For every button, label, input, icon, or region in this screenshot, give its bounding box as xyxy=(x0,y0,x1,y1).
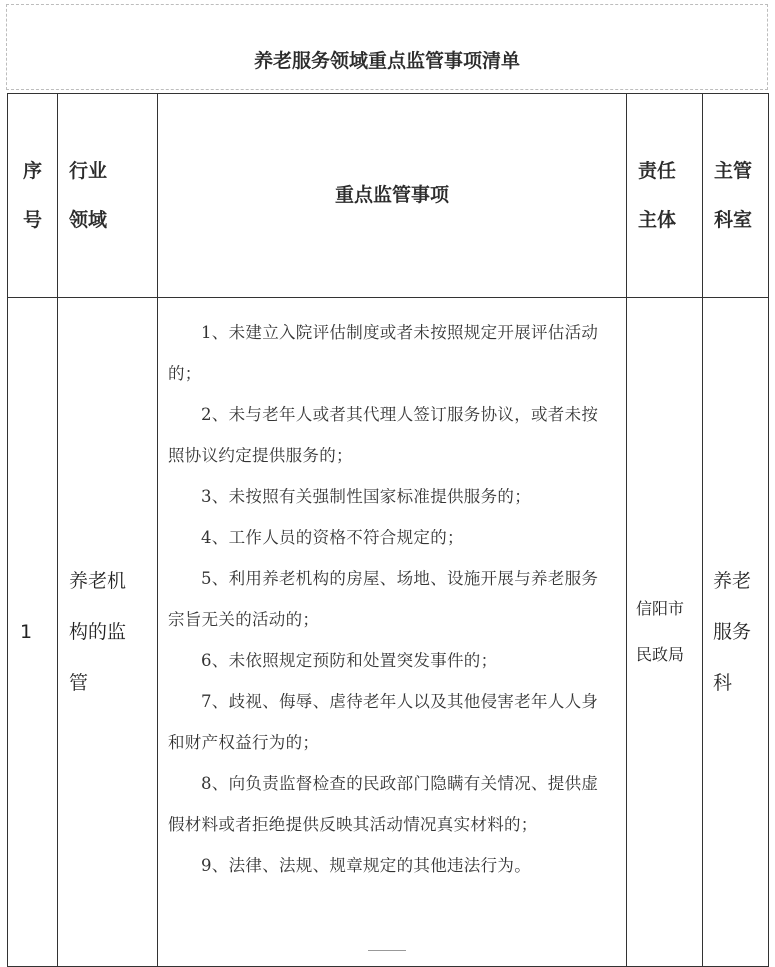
field-cell xyxy=(58,298,158,967)
supervision-table xyxy=(7,93,769,967)
items-cell xyxy=(158,298,627,967)
list-item: 1、未建立入院评估制度或者未按照规定开展评估活动的； xyxy=(168,323,599,383)
header-items-label: 重点监管事项 xyxy=(334,184,449,206)
field-line: 管 xyxy=(69,671,89,694)
subject-cell xyxy=(627,298,703,967)
table-row xyxy=(8,298,769,967)
subject-line: 民政局 xyxy=(636,645,685,664)
field-line: 养老机 xyxy=(69,569,127,592)
seq-cell: 1 xyxy=(8,298,58,967)
header-seq xyxy=(8,94,58,298)
list-item: 2、未与老年人或者其代理人签订服务协议，或者未按照协议约定提供服务的； xyxy=(168,405,599,465)
header-items xyxy=(158,94,627,298)
field-line: 构的监 xyxy=(69,620,127,643)
page-title: 养老服务领域重点监管事项清单 xyxy=(253,50,520,72)
list-item: 6、未依照规定预防和处置突发事件的； xyxy=(201,651,498,670)
page-break-mark xyxy=(368,950,406,954)
header-row xyxy=(8,94,769,298)
subject-line: 信阳市 xyxy=(636,599,685,618)
header-field xyxy=(58,94,158,298)
list-item: 8、向负责监督检查的民政部门隐瞒有关情况、提供虚假材料或者拒绝提供反映其活动情况真实材料的； xyxy=(168,774,599,834)
header-subject-line: 主体 xyxy=(638,208,677,231)
header-office xyxy=(703,94,769,298)
header-subject-line: 责任 xyxy=(638,159,677,182)
header-seq-line: 号 xyxy=(22,208,42,231)
list-item: 4、工作人员的资格不符合规定的； xyxy=(201,528,464,547)
header-subject xyxy=(627,94,703,298)
header-field-line: 领域 xyxy=(69,208,108,231)
office-cell xyxy=(703,298,769,967)
header-field-line: 行业 xyxy=(69,159,108,182)
office-line: 服务 xyxy=(713,620,752,643)
list-item: 5、利用养老机构的房屋、场地、设施开展与养老服务宗旨无关的活动的； xyxy=(168,569,599,629)
office-line: 科 xyxy=(713,671,733,694)
header-seq-line: 序 xyxy=(22,159,42,182)
header-office-line: 主管 xyxy=(714,159,753,182)
list-item: 3、未按照有关强制性国家标准提供服务的； xyxy=(201,487,531,506)
header-office-line: 科室 xyxy=(714,208,753,231)
list-item: 9、法律、法规、规章规定的其他违法行为。 xyxy=(201,856,531,875)
list-item: 7、歧视、侮辱、虐待老年人以及其他侵害老年人人身和财产权益行为的； xyxy=(168,692,599,752)
office-line: 养老 xyxy=(713,569,752,592)
